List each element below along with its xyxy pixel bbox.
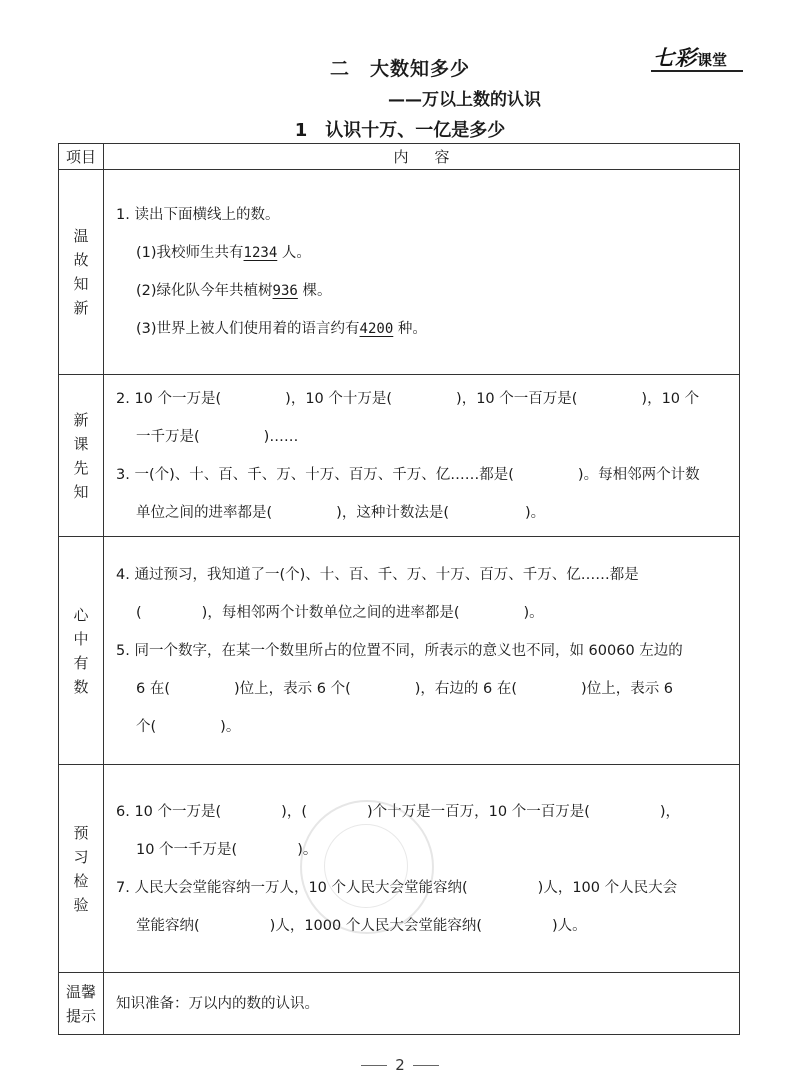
watermark-seal-inner [324, 824, 408, 908]
section-label-review: 温故知新 [59, 170, 104, 375]
q4-line-1: 4. 通过预习，我知道了一(个)、十、百、千、万、十万、百万、千万、亿……都是 [116, 566, 639, 583]
q4-line-2: ( )，每相邻两个计数单位之间的进率都是( )。 [136, 604, 544, 621]
q5-line-2: 6 在( )位上，表示 6 个( )，右边的 6 在( )位上，表示 6 [136, 680, 674, 697]
section-understanding [59, 537, 740, 765]
table-header-row [59, 144, 740, 170]
q3-line-1: 3. 一(个)、十、百、千、万、十万、百万、千万、亿……都是( )。每相邻两个计数 [116, 466, 700, 483]
chapter-title: 二 大数知多少 [329, 58, 470, 80]
header-content: 内容 [104, 144, 740, 170]
q7-line-1: 7. 人民大会堂能容纳一万人，10 个人民大会堂能容纳( )人，100 个人民大会 [116, 879, 678, 896]
section-label-preview: 新课先知 [59, 375, 104, 537]
q6-line-2: 10 个一千万是( )。 [136, 841, 318, 858]
q2-line-1: 2. 10 个一万是( )，10 个十万是( )，10 个一百万是( )，10 个 [116, 390, 700, 407]
q1-item-1: (1)我校师生共有1234 人。 [136, 245, 311, 261]
q1-item-2: (2)绿化队今年共植树936 棵。 [136, 283, 332, 299]
section-label-understanding: 心中有数 [59, 537, 104, 765]
q1-item-3: (3)世界上被人们使用着的语言约有4200 种。 [136, 321, 427, 337]
q1-intro: 1. 读出下面横线上的数。 [116, 207, 280, 223]
section-tip [59, 973, 740, 1035]
q3-line-2: 单位之间的进率都是( )，这种计数法是( )。 [136, 504, 546, 521]
section-label-tip: 温馨提示 [59, 973, 104, 1035]
section-content-understanding [104, 537, 740, 765]
chapter-subtitle: ——万以上数的认识 [388, 90, 541, 110]
section-content-preview [104, 375, 740, 537]
q7-line-2: 堂能容纳( )人，1000 个人民大会堂能容纳( )人。 [136, 917, 587, 934]
watermark-seal [300, 800, 434, 934]
section-content-tip [104, 973, 740, 1035]
section-review [59, 170, 740, 375]
q5-line-3: 个( )。 [136, 718, 241, 735]
header-item: 项目 [59, 144, 104, 170]
q6-line-1: 6. 10 个一万是( )，( )个十万是一百万，10 个一百万是( )， [116, 803, 681, 820]
q2-line-2: 一千万是( )…… [136, 428, 299, 445]
page-number: 2 [0, 1056, 800, 1074]
section-preview [59, 375, 740, 537]
section-content-review [104, 170, 740, 375]
tip-text: 知识准备：万以内的数的认识。 [116, 995, 319, 1012]
brand-logo-text: 七彩课堂 [653, 45, 728, 70]
section-label-check: 预习检验 [59, 765, 104, 973]
q5-line-1: 5. 同一个数字，在某一个数里所占的位置不同，所表示的意义也不同，如 60060 左边的 [116, 642, 683, 659]
lesson-title: 1 认识十万、一亿是多少 [294, 120, 506, 141]
